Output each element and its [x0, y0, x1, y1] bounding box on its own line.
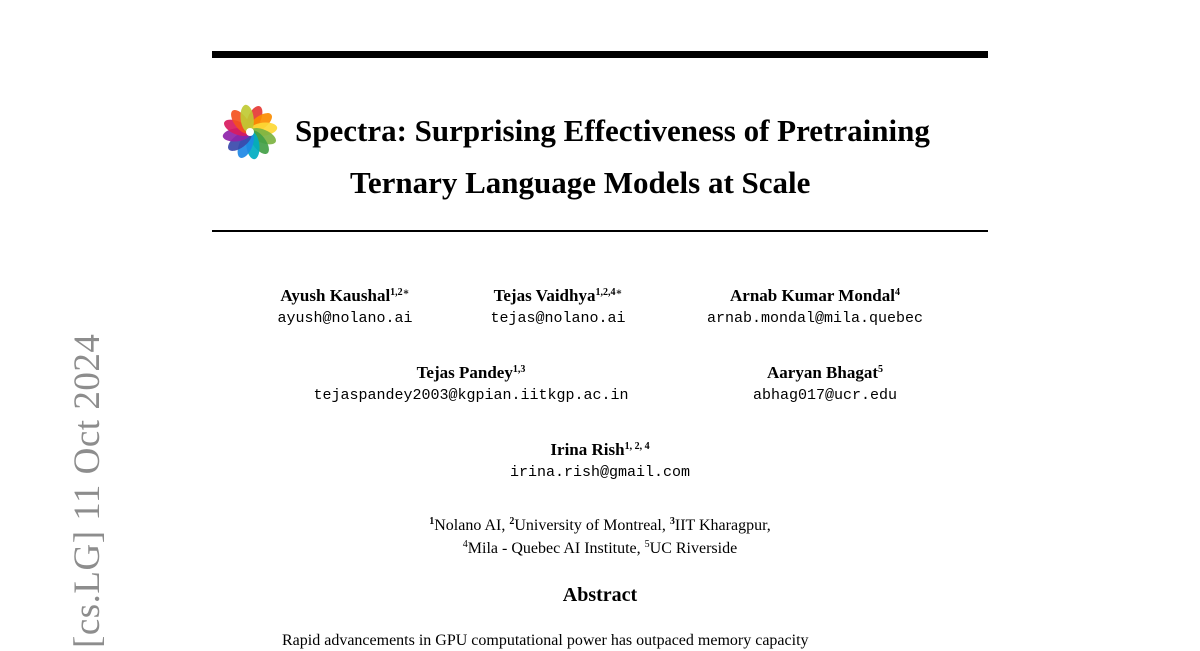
affiliations-line-1: $^1$Nolano AI, $^2$University of Montreal, $^3$IIT Kharagpur,: [429, 516, 771, 534]
author-name: Tejas Pandey$^{1,3}$: [416, 363, 526, 382]
abstract-heading: Abstract: [562, 584, 638, 606]
author-block: [680, 286, 950, 329]
paper-title-line-2: Ternary Language Models at Scale: [350, 165, 811, 200]
author-name: Irina Rish$^{1, 2, 4}$: [550, 440, 650, 459]
title-top-rule: [212, 51, 988, 58]
author-email[interactable]: tejaspandey2003@kgpian.iitkgp.ac.in: [313, 387, 629, 404]
arxiv-side-stamp: [28, 313, 108, 648]
abstract-first-line: Rapid advancements in GPU computational power has outpaced memory capacity: [282, 632, 809, 649]
author-block: [255, 286, 435, 329]
author-email[interactable]: tejas@nolano.ai: [490, 310, 626, 327]
author-name: Tejas Vaidhya$^{1,2,4∗}$: [493, 286, 623, 305]
title-bottom-rule: [212, 230, 988, 232]
affiliations-line-2: $^4$Mila - Quebec AI Institute, $^5$UC Riverside: [462, 539, 738, 557]
author-email[interactable]: abhag017@ucr.edu: [752, 387, 898, 404]
author-name: Aaryan Bhagat$^5$: [767, 363, 883, 382]
author-name: Arnab Kumar Mondal$^4$: [730, 286, 900, 305]
author-email[interactable]: arnab.mondal@mila.quebec: [706, 310, 924, 327]
author-block: [725, 363, 925, 406]
paper-title-line-1: Spectra: Surprising Effectiveness of Pretraining: [295, 113, 930, 148]
author-email[interactable]: ayush@nolano.ai: [277, 310, 413, 327]
author-block: [480, 440, 720, 483]
author-block: [281, 363, 661, 406]
author-name: Ayush Kaushal$^{1,2∗}$: [280, 286, 410, 305]
author-block: [458, 286, 658, 329]
author-email[interactable]: irina.rish@gmail.com: [509, 464, 691, 481]
arxiv-identifier-text: [cs.LG] 11 Oct 2024: [67, 333, 108, 648]
rainbow-pinwheel-icon: [222, 104, 278, 160]
